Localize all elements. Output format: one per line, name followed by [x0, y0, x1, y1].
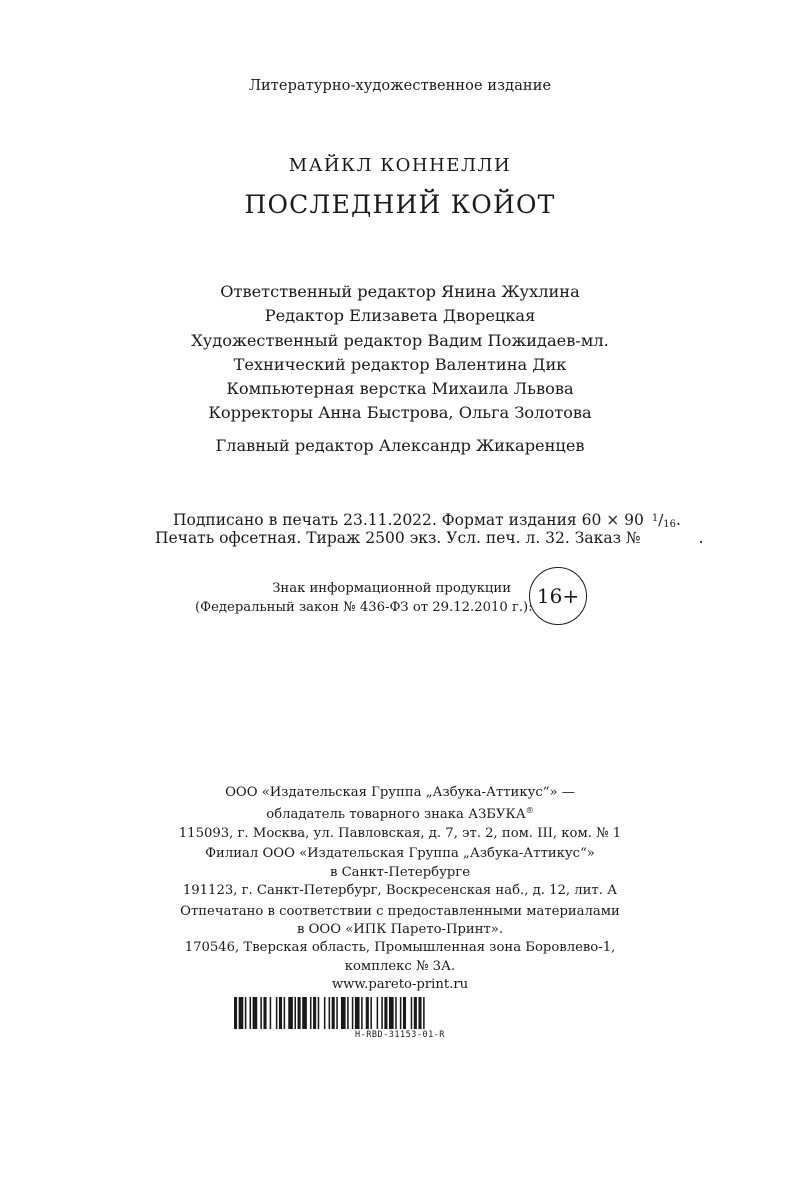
barcode-bar [239, 997, 244, 1029]
branch-block [0, 845, 800, 900]
printer-block [0, 903, 800, 994]
barcode-bar [381, 997, 383, 1029]
staff-line: Редактор Елизавета Дворецкая [264, 306, 536, 326]
publisher-info [0, 784, 800, 997]
barcode-number: H-RBD-31153-01-R [355, 1030, 445, 1040]
staff-line: Корректоры Анна Быстрова, Ольга Золотова [208, 403, 592, 423]
barcode-bar [250, 997, 252, 1029]
barcode-bar [352, 997, 354, 1029]
barcode-bar [279, 997, 282, 1029]
barcode-bar [400, 997, 402, 1029]
barcode-bar [276, 997, 278, 1029]
barcode-bar [347, 997, 349, 1029]
book-title: ПОСЛЕДНИЙ КОЙОТ [244, 190, 556, 219]
barcode-bar [245, 997, 247, 1029]
barcode-bar [253, 997, 258, 1029]
print-info-line-2 [155, 529, 704, 547]
trademark-text: обладатель товарного знака АЗБУКА [266, 807, 526, 823]
editorial-staff [0, 280, 800, 426]
barcode-bar [298, 997, 301, 1029]
publisher-line [0, 802, 800, 824]
barcode-bar [377, 997, 379, 1029]
edition-type: Литературно-художественное издание [248, 78, 552, 94]
printer-line: комплекс № 3А. [344, 958, 456, 974]
format-fraction [649, 511, 676, 529]
barcode-bar [341, 997, 346, 1029]
barcode-bar [423, 997, 425, 1029]
print-info-line-1 [173, 511, 681, 530]
barcode-bar [370, 997, 372, 1029]
barcode-bar [361, 997, 363, 1029]
printer-line: в ООО «ИПК Парето-Принт». [296, 922, 504, 938]
barcode-bar [403, 997, 406, 1029]
barcode-bar [395, 997, 397, 1029]
staff-line: Компьютерная верстка Михаила Львова [226, 379, 574, 399]
barcode-bar [263, 997, 266, 1029]
barcode-bar [384, 997, 387, 1029]
barcode-bar [332, 997, 335, 1029]
print-info-text: Печать офсетная. Тираж 2500 экз. Усл. печ. л. 32. Заказ № [155, 529, 641, 547]
barcode-bar [414, 997, 417, 1029]
format-numerator: 1 [651, 513, 659, 524]
barcode-bar [270, 997, 272, 1029]
registered-mark: ® [525, 806, 534, 816]
author-name: МАЙКЛ КОННЕЛЛИ [288, 155, 512, 176]
barcode-bar [318, 997, 320, 1029]
branch-line: 191123, г. Санкт-Петербург, Воскресенская наб., д. 12, лит. А [182, 882, 618, 898]
barcode-bar [302, 997, 307, 1029]
barcode-bar [336, 997, 338, 1029]
barcode-bar [294, 997, 296, 1029]
staff-line: Ответственный редактор Янина Жухлина [220, 282, 580, 301]
barcode-bar [310, 997, 312, 1029]
barcode-bar [234, 997, 237, 1029]
staff-line: Художественный редактор Вадим Пожидаев-мл. [191, 330, 609, 350]
print-info-end: . [698, 529, 704, 547]
barcode-bar [389, 997, 394, 1029]
branch-line: Филиал ООО «Издательская Группа „Азбука-Аттикус“» [205, 846, 595, 862]
barcode-bar [288, 997, 293, 1029]
barcode-bar [366, 997, 369, 1029]
printer-line: Отпечатано в соответствии с предоставленными материалами [180, 903, 620, 919]
barcode-bar [355, 997, 360, 1029]
printer-website: www.pareto-print.ru [331, 976, 469, 992]
publisher-line: ООО «Издательская Группа „Азбука-Аттикус“» — [225, 785, 575, 800]
branch-line: в Санкт-Петербурге [329, 864, 471, 880]
printer-line: 170546, Тверская область, Промышленная зона Боровлево-1, [184, 940, 616, 956]
age-rating-label [195, 580, 533, 617]
age-rating-badge: 16+ [529, 567, 587, 625]
chief-editor: Главный редактор Александр Жикаренцев [215, 436, 585, 455]
barcode-bar [284, 997, 286, 1029]
print-info-text: Подписано в печать 23.11.2022. Формат издания 60 × 90 [173, 511, 644, 529]
age-label-line-2: (Федеральный закон № 436-ФЗ от 29.12.2010 г.): [195, 599, 533, 615]
barcode [234, 997, 550, 1029]
barcode-bar [324, 997, 326, 1029]
print-info-end: . [676, 511, 681, 529]
barcode-bar [313, 997, 316, 1029]
staff-line: Технический редактор Валентина Дик [233, 354, 567, 374]
publisher-line: 115093, г. Москва, ул. Павловская, д. 7, эт. 2, пом. III, ком. № 1 [178, 825, 622, 841]
barcode-bar [260, 997, 262, 1029]
barcode-bar [418, 997, 421, 1029]
publisher-block [0, 784, 800, 843]
barcode-bar [329, 997, 331, 1029]
barcode-bar [411, 997, 413, 1029]
format-slash: / [658, 511, 664, 529]
age-label-line-1: Знак информационной продукции [272, 581, 511, 596]
format-denominator: 16 [663, 519, 677, 530]
